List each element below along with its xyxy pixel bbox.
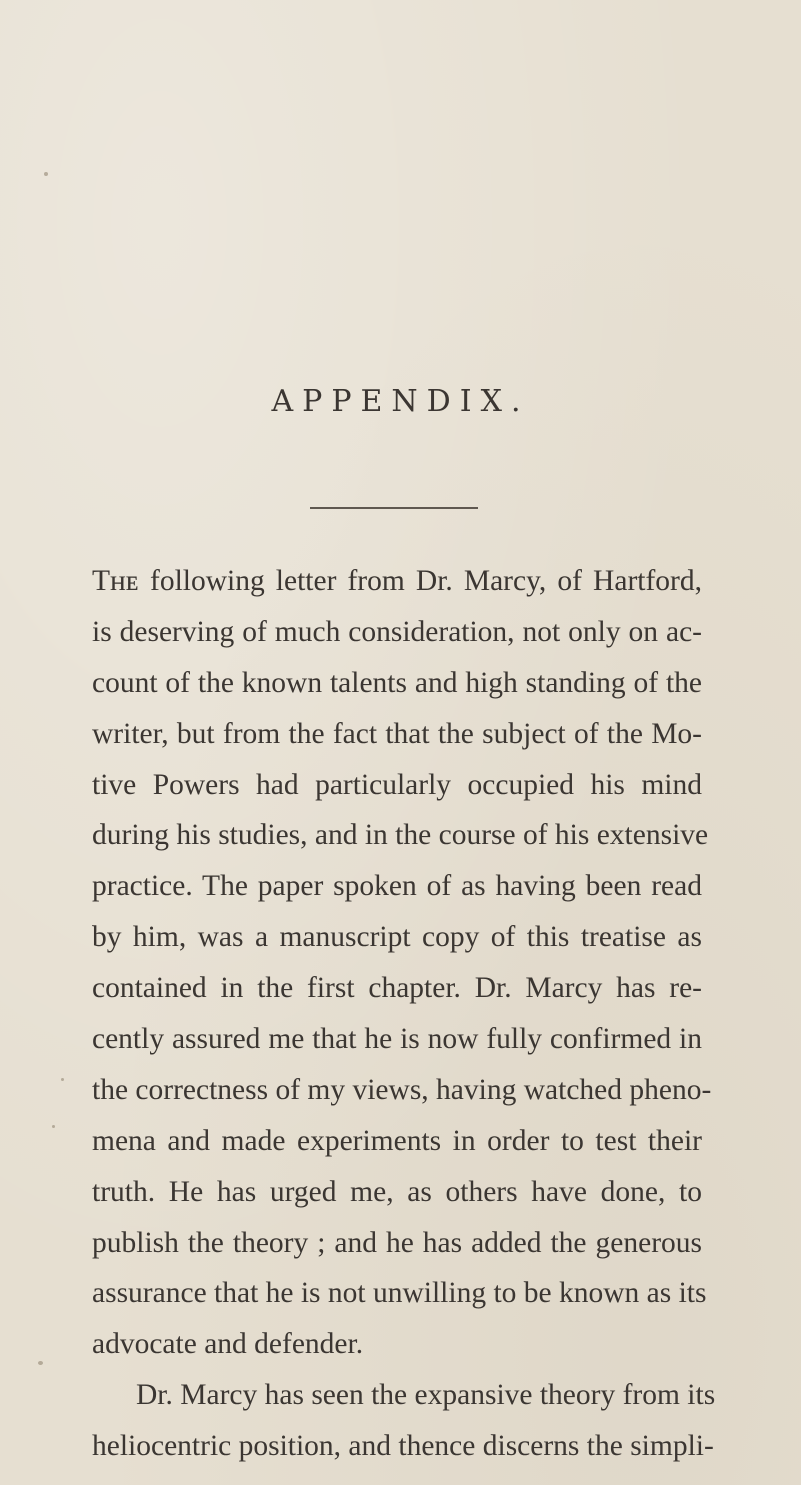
text-line: by him, was a manuscript copy of this treatise as — [92, 921, 702, 954]
heading-rule — [310, 507, 478, 509]
text-line: cently assured me that he is now fully confirmed in — [92, 1023, 702, 1056]
paper-speck — [52, 1125, 55, 1128]
text-line: Dr. Marcy has seen the expansive theory from its — [136, 1379, 716, 1412]
text-line: advocate and defender. — [92, 1328, 364, 1361]
paper-speck — [38, 1361, 43, 1365]
text-line: heliocentric position, and thence discerns the simpli- — [92, 1430, 714, 1463]
text-line: is deserving of much consideration, not only on ac- — [92, 615, 702, 648]
paper-speck — [61, 1078, 64, 1081]
body-text — [92, 556, 716, 1472]
text-line: writer, but from the fact that the subject of the Mo- — [92, 717, 702, 750]
text-line: truth. He has urged me, as others have done, to — [92, 1175, 702, 1208]
paper-speck — [44, 172, 48, 176]
text-line: contained in the first chapter. Dr. Marcy has re- — [92, 972, 702, 1005]
page-heading: APPENDIX. — [271, 384, 530, 419]
text-line: practice. The paper spoken of as having been read — [92, 870, 702, 903]
text-line: during his studies, and in the course of his extensive — [92, 819, 709, 852]
text-line: count of the known talents and high standing of the — [92, 666, 702, 699]
text-line: the correctness of my views, having watched pheno- — [92, 1073, 712, 1106]
text-line: mena and made experiments in order to test their — [92, 1124, 702, 1157]
text-line: Tʜᴇ following letter from Dr. Marcy, of Hartford, — [92, 565, 702, 597]
text-line: tive Powers had particularly occupied his mind — [92, 768, 702, 801]
text-line: assurance that he is not unwilling to be known as its — [92, 1277, 707, 1310]
text-line: publish the theory ; and he has added the generous — [92, 1226, 702, 1259]
